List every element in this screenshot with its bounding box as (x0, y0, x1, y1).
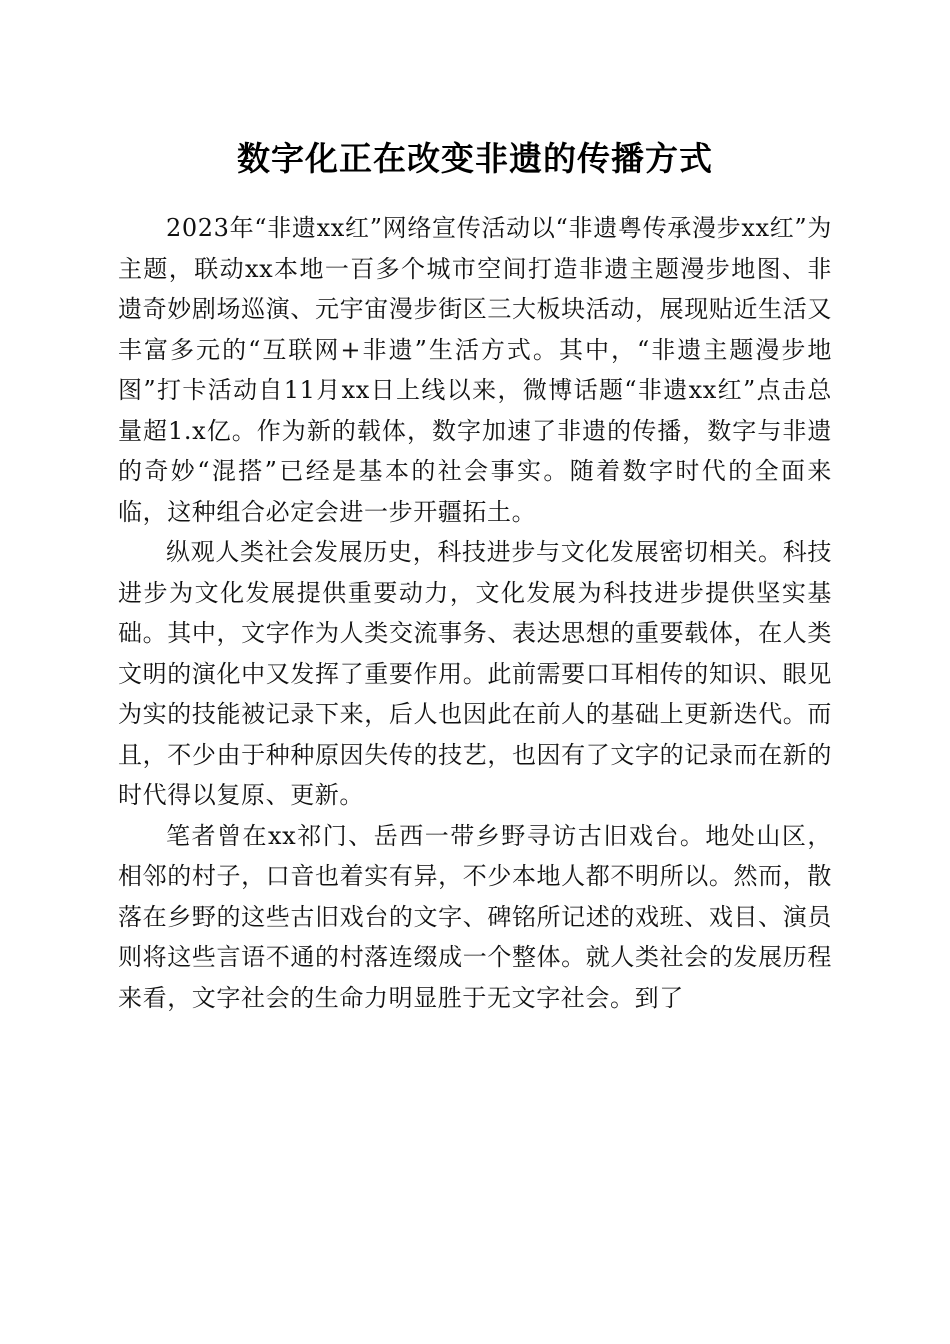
paragraph-1: 2023年“非遗xx红”网络宣传活动以“非遗粤传承漫步xx红”为主题，联动xx本地一百多个城市空间打造非遗主题漫步地图、非遗奇妙剧场巡演、元宇宙漫步街区三大板块活动，展现贴近生活又丰富多元的“互联网+非遗”生活方式。其中，“非遗主题漫步地图”打卡活动自11月xx日上线以来，微博话题“非遗xx红”点击总量超1.x亿。作为新的载体，数字加速了非遗的传播，数字与非遗的奇妙“混搭”已经是基本的社会事实。随着数字时代的全面来临，这种组合必定会进一步开疆拓土。 (118, 214, 832, 526)
document-body (118, 208, 832, 1018)
paragraph-3: 笔者曾在xx祁门、岳西一带乡野寻访古旧戏台。地处山区，相邻的村子，口音也着实有异，不少本地人都不明所以。然而，散落在乡野的这些古旧戏台的文字、碑铭所记述的戏班、戏目、演员则将这些言语不通的村落连缀成一个整体。就人类社会的发展历程来看，文字社会的生命力明显胜于无文字社会。到了 (118, 821, 832, 1012)
document-title: 数字化正在改变非遗的传播方式 (237, 139, 713, 178)
paragraph-2: 纵观人类社会发展历史，科技进步与文化发展密切相关。科技进步为文化发展提供重要动力，文化发展为科技进步提供坚实基础。其中，文字作为人类交流事务、表达思想的重要载体，在人类文明的演化中又发挥了重要作用。此前需要口耳相传的知识、眼见为实的技能被记录下来，后人也因此在前人的基础上更新迭代。而且，不少由于种种原因失传的技艺，也因有了文字的记录而在新的时代得以复原、更新。 (118, 538, 832, 809)
